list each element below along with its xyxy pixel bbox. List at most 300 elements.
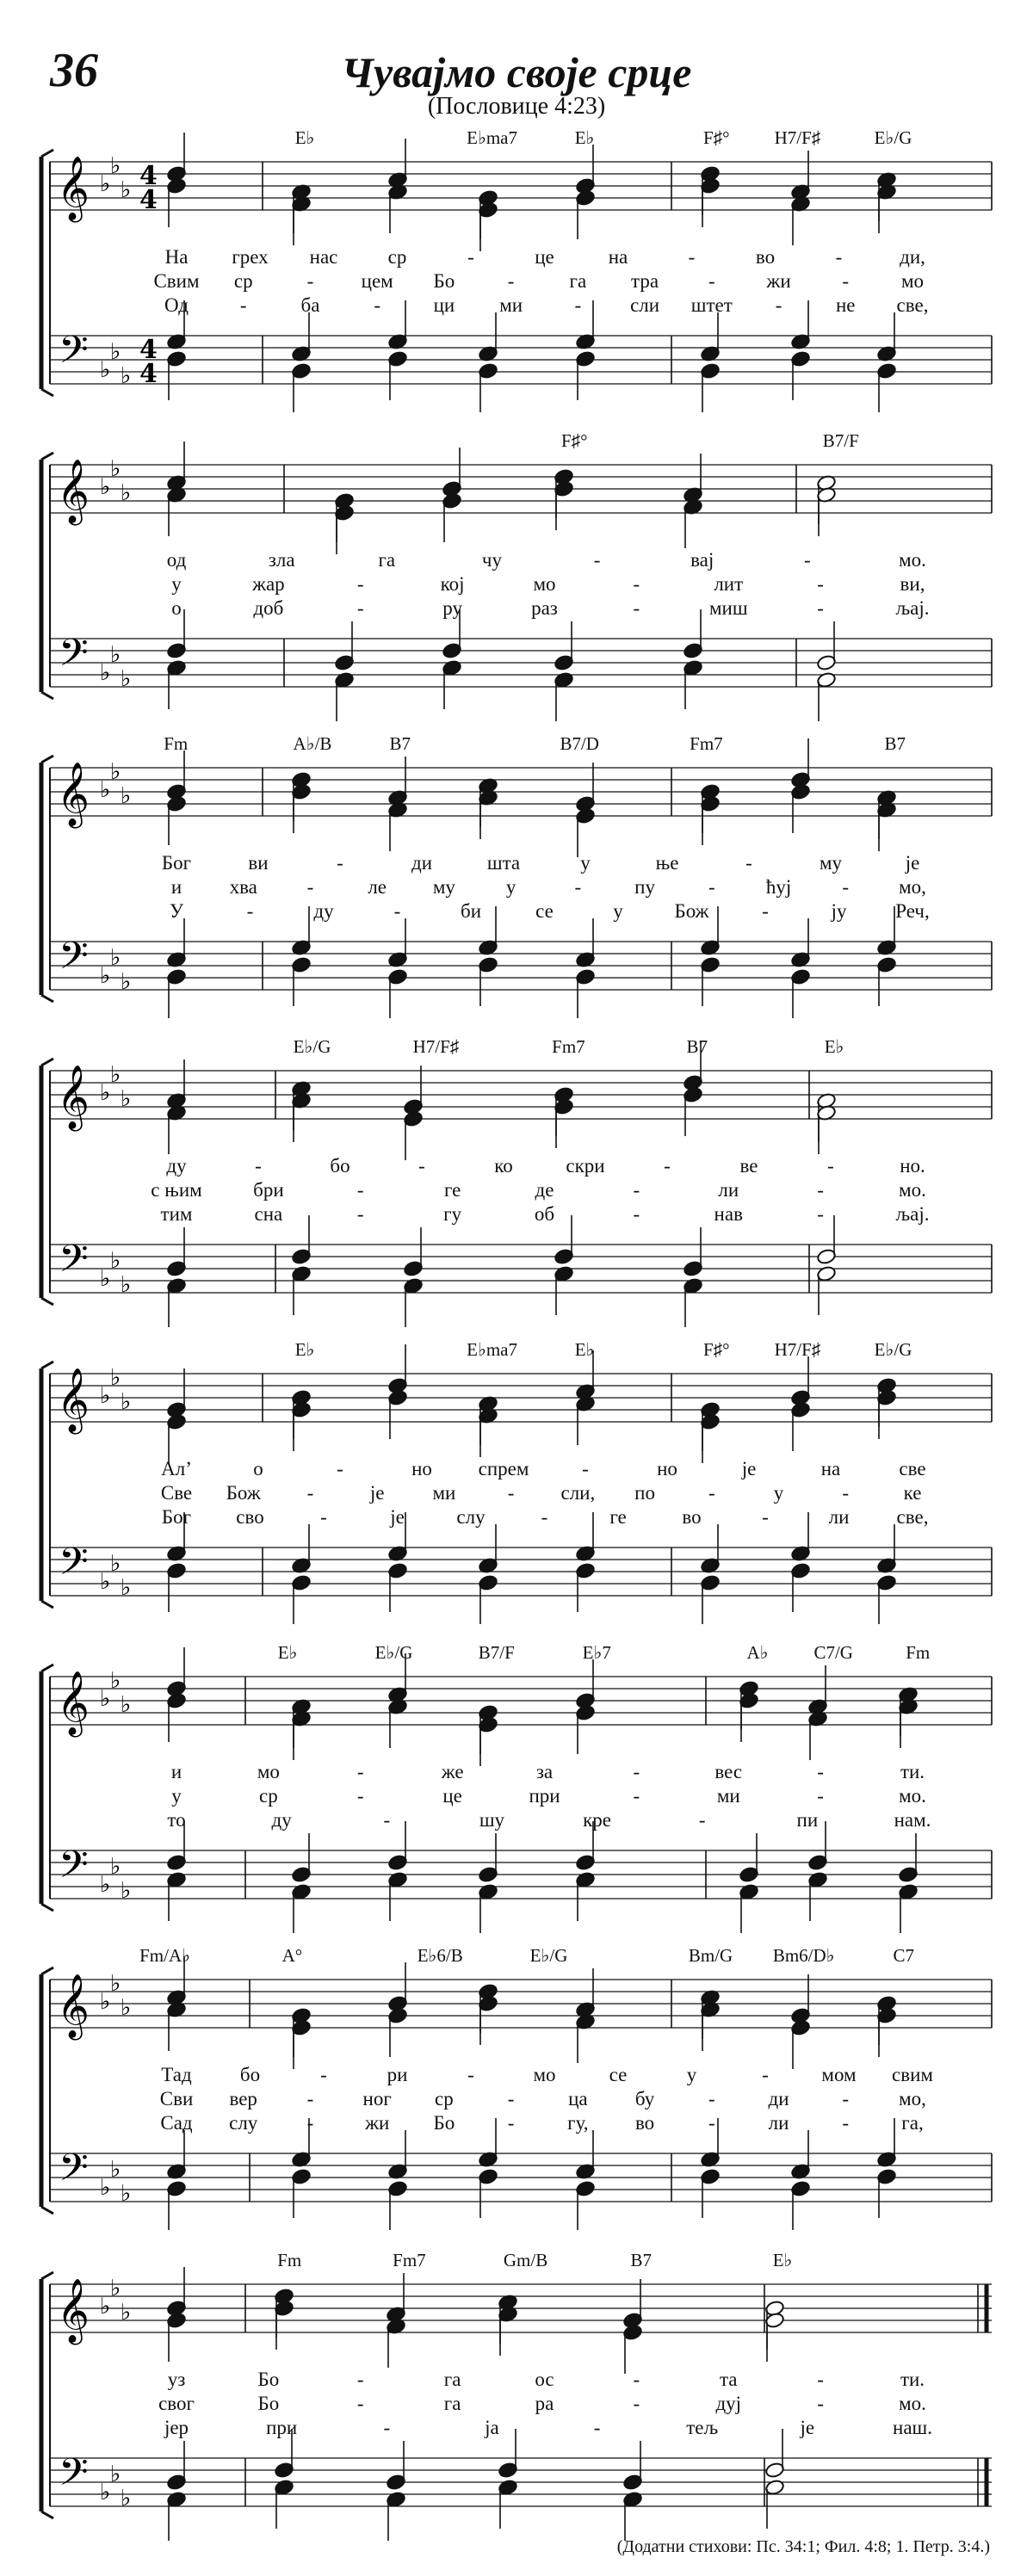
lyric-verse-3: ли <box>768 2112 789 2134</box>
lyric-verse-1: - <box>255 1155 262 1177</box>
lyric-verse-3: Бог <box>161 1506 192 1528</box>
system-bracket <box>41 1968 53 1974</box>
lyric-verse-2: - <box>306 2088 314 2110</box>
lyric-verse-3: се <box>535 900 554 922</box>
lyric-verse-1: ди, <box>900 246 925 268</box>
lyric-verse-3: Од <box>164 294 189 316</box>
chord-symbol: Bm6/D♭ <box>772 1945 835 1966</box>
chord-symbol: B7/D <box>560 733 599 754</box>
lyric-verse-1: скри <box>566 1155 605 1177</box>
bass-clef-icon: 𝄢 <box>59 1842 89 1896</box>
lyric-verse-2: ке <box>903 1482 922 1504</box>
lyric-verse-3: - <box>633 1203 640 1225</box>
lyric-verse-3: то <box>167 1809 186 1831</box>
lyric-verse-2: - <box>507 1482 515 1504</box>
chord-symbol: A♭ <box>746 1642 769 1663</box>
lyric-verse-2: Бож <box>226 1482 261 1504</box>
lyric-verse-2: - <box>708 2088 715 2110</box>
chord-symbol: Gm/B <box>503 2250 548 2270</box>
lyric-verse-1: - <box>804 549 811 571</box>
chord-symbol: Fm/A♭ <box>139 1945 191 1966</box>
lyric-verse-3: при <box>266 2417 298 2438</box>
flat-icon: ♭ <box>121 783 132 809</box>
flat-icon: ♭ <box>100 357 111 383</box>
bass-clef-icon: 𝄢 <box>59 630 89 684</box>
lyric-verse-2: ср <box>435 2088 454 2110</box>
lyric-verse-3: доб <box>253 597 284 619</box>
lyric-verse-3: об <box>534 1203 555 1225</box>
system-bracket <box>41 389 53 396</box>
lyric-verse-3: - <box>507 2112 515 2134</box>
treble-clef-icon: 𝄞 <box>57 763 90 826</box>
lyric-verse-3: гу, <box>567 2112 589 2134</box>
system-bracket <box>41 1298 53 1305</box>
lyric-verse-2: Сви <box>159 2088 194 2110</box>
lyric-verse-1: ду <box>166 1155 187 1177</box>
chord-symbol: B7 <box>630 2250 653 2270</box>
flat-icon: ♭ <box>121 969 132 995</box>
chord-symbol: E♭/G <box>874 1339 912 1360</box>
flat-icon: ♭ <box>121 480 132 506</box>
lyric-verse-2: је <box>369 1482 385 1504</box>
chord-symbol: H7/F♯ <box>774 1339 821 1360</box>
flat-icon: ♭ <box>100 660 111 686</box>
lyric-verse-1: - <box>320 2064 327 2085</box>
system-bracket <box>41 453 53 460</box>
system-bracket <box>41 1601 53 1608</box>
lyric-verse-3: - <box>239 294 247 316</box>
lyric-verse-3: ге <box>609 1506 627 1528</box>
lyric-verse-2: мо, <box>899 2088 926 2110</box>
lyric-verse-1: - <box>817 2369 824 2390</box>
chord-symbol: B7/F <box>478 1642 515 1663</box>
lyric-verse-3: - <box>775 294 782 316</box>
lyric-verse-3: сна <box>254 1203 283 1225</box>
system-bracket <box>41 995 53 1002</box>
lyric-verse-2: - <box>507 270 515 292</box>
flat-icon: ♭ <box>110 1971 121 1997</box>
chord-symbol: Fm <box>906 1642 931 1663</box>
lyric-verse-3: - <box>633 597 640 619</box>
lyric-verse-2: сли, <box>560 1482 596 1504</box>
lyric-verse-1: на <box>608 246 628 268</box>
treble-clef-icon: 𝄞 <box>57 2279 90 2343</box>
chord-symbol: H7/F♯ <box>412 1036 460 1057</box>
flat-icon: ♭ <box>100 1989 111 2015</box>
lyric-verse-2: ми <box>432 1482 456 1504</box>
system-bracket <box>41 692 53 699</box>
chord-symbol: B7/F <box>822 430 859 451</box>
lyric-verse-1: грех <box>232 246 269 268</box>
lyric-verse-3: шу <box>479 1809 505 1831</box>
lyric-verse-2: тра <box>631 270 659 292</box>
lyric-verse-1: - <box>418 1155 425 1177</box>
lyric-verse-3: - <box>708 2112 715 2134</box>
lyric-verse-1: шта <box>486 852 521 874</box>
lyric-verse-1: ти. <box>900 1761 925 1782</box>
lyric-verse-1: - <box>356 2369 364 2390</box>
lyric-verse-2: лит <box>714 573 744 595</box>
lyric-verse-3: - <box>762 1506 769 1528</box>
lyric-verse-2: - <box>356 1179 364 1201</box>
lyric-verse-3: - <box>842 2112 850 2134</box>
lyric-verse-2: - <box>817 573 824 595</box>
lyric-verse-1: - <box>762 2064 769 2085</box>
lyric-verse-1: ње <box>655 852 679 874</box>
chord-symbol: Fm7 <box>690 733 723 754</box>
chord-symbol: F♯° <box>702 1339 730 1360</box>
lyric-verse-1: - <box>835 246 843 268</box>
lyric-verse-2: - <box>817 2393 824 2414</box>
chord-symbol: H7/F♯ <box>774 127 821 148</box>
treble-clef-icon: 𝄞 <box>57 1974 90 2038</box>
lyric-verse-3: - <box>817 597 824 619</box>
chord-symbol: E♭ <box>824 1036 844 1057</box>
lyric-verse-2: у <box>505 876 516 898</box>
flat-icon: ♭ <box>110 642 121 668</box>
lyric-verse-3: - <box>374 294 381 316</box>
lyric-verse-1: це <box>535 246 554 268</box>
lyric-verse-1: за <box>535 1761 554 1782</box>
flat-icon: ♭ <box>100 2480 111 2505</box>
lyric-verse-2: мо. <box>899 2393 926 2414</box>
lyric-verse-2: дуј <box>715 2393 742 2414</box>
lyric-verse-2: ср <box>233 270 253 292</box>
chord-symbol: E♭ma7 <box>467 1339 518 1360</box>
flat-icon: ♭ <box>121 363 132 389</box>
chord-symbol: Bm/G <box>688 1945 733 1966</box>
lyric-verse-2: свог <box>158 2393 195 2414</box>
treble-clef-icon: 𝄞 <box>57 1368 90 1432</box>
lyric-verse-3: - <box>383 2417 391 2438</box>
lyric-verse-1: му <box>819 852 843 874</box>
lyric-verse-1: - <box>817 1761 824 1782</box>
lyric-verse-1: - <box>745 852 752 874</box>
lyric-verse-3: гу <box>443 1203 462 1225</box>
lyric-verse-1: Бог <box>161 852 192 874</box>
flat-icon: ♭ <box>110 1551 121 1577</box>
flat-icon: ♭ <box>110 2157 121 2183</box>
flat-icon: ♭ <box>100 1266 111 1292</box>
lyric-verse-3: - <box>541 1506 548 1528</box>
lyric-verse-2: - <box>817 1785 824 1807</box>
chord-symbol: A♭/B <box>293 733 332 754</box>
flat-icon: ♭ <box>121 1272 132 1298</box>
lyric-verse-1: га <box>443 2369 461 2390</box>
lyric-verse-2: Бо <box>433 270 455 292</box>
lyric-verse-1: - <box>582 1458 589 1480</box>
lyric-verse-3: пи <box>796 1809 819 1831</box>
lyric-verse-2: га <box>569 270 587 292</box>
lyric-verse-2: у <box>773 1482 784 1504</box>
flat-icon: ♭ <box>100 1686 111 1712</box>
lyric-verse-2: - <box>574 876 582 898</box>
chord-symbol: F♯° <box>560 430 588 451</box>
chord-symbol: E♭ <box>277 1642 298 1663</box>
flat-icon: ♭ <box>121 1995 132 2021</box>
lyric-verse-2: ца <box>568 2088 588 2110</box>
lyric-verse-1: свим <box>892 2064 933 2085</box>
treble-clef-icon: 𝄞 <box>57 460 90 523</box>
lyric-verse-1: ти. <box>900 2369 925 2390</box>
lyric-verse-1: о <box>253 1458 263 1480</box>
lyric-verse-2: кој <box>440 573 465 595</box>
flat-icon: ♭ <box>121 2181 132 2207</box>
chord-symbol: F♯° <box>702 127 730 148</box>
chord-symbol: E♭ <box>574 127 595 148</box>
lyric-verse-3: у <box>613 900 623 922</box>
lyric-verse-1: - <box>664 1155 671 1177</box>
lyric-verse-1: На <box>164 246 189 268</box>
lyric-verse-2: - <box>633 1785 640 1807</box>
lyric-verse-2: с њим <box>151 1179 202 1201</box>
lyric-verse-3: Бо <box>433 2112 455 2134</box>
flat-icon: ♭ <box>110 945 121 971</box>
flat-icon: ♭ <box>100 1080 111 1106</box>
chord-symbol: B7 <box>884 733 906 754</box>
lyric-verse-3: јер <box>164 2417 189 2438</box>
lyric-verse-2: - <box>633 2393 640 2414</box>
system-bracket <box>41 2207 53 2214</box>
lyric-verse-3: во <box>634 2112 655 2134</box>
lyric-verse-1: у <box>580 852 591 874</box>
lyric-verse-2: бри <box>253 1179 284 1201</box>
lyric-verse-1: Ал’ <box>161 1458 192 1480</box>
system-bracket <box>41 150 53 157</box>
flat-icon: ♭ <box>100 963 111 989</box>
lyric-verse-2: - <box>708 270 715 292</box>
lyric-verse-1: - <box>633 1761 640 1782</box>
flat-icon: ♭ <box>100 171 111 197</box>
flat-icon: ♭ <box>100 474 111 500</box>
lyric-verse-1: ве <box>739 1155 758 1177</box>
lyric-verse-1: бо <box>239 2064 261 2085</box>
system-bracket <box>41 2272 53 2279</box>
lyric-verse-2: Свим <box>153 270 200 292</box>
flat-icon: ♭ <box>110 759 121 785</box>
system-bracket <box>41 2511 53 2518</box>
lyric-verse-3: о <box>171 597 182 619</box>
lyric-verse-2: - <box>507 2088 515 2110</box>
chord-symbol: A° <box>281 1945 303 1966</box>
lyric-verse-2: ли <box>718 1179 739 1201</box>
lyric-verse-2: ди <box>768 2088 789 2110</box>
lyric-verse-2: Све <box>160 1482 193 1504</box>
lyric-verse-3: љај. <box>895 1203 930 1225</box>
flat-icon: ♭ <box>110 1854 121 1880</box>
lyric-verse-2: це <box>442 1785 462 1807</box>
bass-clef-icon: 𝄢 <box>59 933 89 987</box>
lyric-verse-2: де <box>535 1179 554 1201</box>
lyric-verse-2: - <box>306 1482 314 1504</box>
lyric-verse-3: тељ <box>686 2417 719 2438</box>
chord-symbol: E♭/G <box>529 1945 568 1966</box>
lyric-verse-3: је <box>800 2417 815 2438</box>
lyric-verse-1: бо <box>330 1155 350 1177</box>
chord-symbol: E♭/G <box>874 127 912 148</box>
flat-icon: ♭ <box>121 177 132 203</box>
lyric-verse-3: љај. <box>895 597 930 619</box>
flat-icon: ♭ <box>110 1062 121 1088</box>
lyric-verse-3: је <box>390 1506 405 1528</box>
lyric-verse-3: - <box>356 597 364 619</box>
lyric-verse-3: сли <box>630 294 660 316</box>
lyric-verse-3: Бож <box>674 900 709 922</box>
lyric-verse-1: нас <box>309 246 338 268</box>
flat-icon: ♭ <box>100 1872 111 1898</box>
bass-clef-icon: 𝄢 <box>59 327 89 381</box>
system-bracket <box>41 1059 53 1066</box>
lyric-verse-1: но <box>657 1458 677 1480</box>
lyric-verse-1: и <box>170 1761 182 1782</box>
flat-icon: ♭ <box>121 1692 132 1718</box>
lyric-verse-1: од <box>166 549 187 571</box>
lyric-verse-1: мо <box>257 1761 280 1782</box>
lyric-verse-3: ју <box>831 900 847 922</box>
lyric-verse-2: - <box>306 876 314 898</box>
lyric-verse-1: - <box>827 1155 834 1177</box>
flat-icon: ♭ <box>110 1248 121 1274</box>
chord-symbol: E♭ <box>574 1339 595 1360</box>
lyric-verse-1: мом <box>821 2064 857 2085</box>
flat-icon: ♭ <box>121 1878 132 1904</box>
lyric-verse-2: ми <box>716 1785 740 1807</box>
lyric-verse-3: кре <box>583 1809 612 1831</box>
lyric-verse-3: нав <box>714 1203 743 1225</box>
lyric-verse-1: вес <box>714 1761 743 1782</box>
lyric-verse-3: ми <box>499 294 523 316</box>
lyric-verse-2: ср <box>259 1785 278 1807</box>
lyric-verse-3: тим <box>160 1203 193 1225</box>
lyric-verse-1: је <box>741 1458 757 1480</box>
lyric-verse-1: у <box>686 2064 697 2085</box>
scripture-reference: (Пословице 4:23) <box>427 93 606 120</box>
lyric-verse-1: та <box>719 2369 738 2390</box>
lyric-verse-3: слу <box>456 1506 486 1528</box>
lyric-verse-3: нам. <box>894 1809 931 1831</box>
treble-clef-icon: 𝄞 <box>57 1671 90 1735</box>
lyric-verse-2: - <box>842 270 850 292</box>
system-bracket <box>41 1665 53 1671</box>
lyric-verse-1: Тад <box>161 2064 192 2085</box>
lyric-verse-3: - <box>246 900 254 922</box>
lyric-verse-1: - <box>337 852 343 874</box>
lyric-verse-3: све, <box>896 294 929 316</box>
lyric-verse-1: - <box>688 246 696 268</box>
lyric-verse-1: га <box>378 549 396 571</box>
lyric-verse-2: - <box>842 1482 850 1504</box>
lyric-verse-2: у <box>171 1785 182 1807</box>
lyric-verse-3: во <box>682 1506 702 1528</box>
lyric-verse-3: - <box>817 1203 824 1225</box>
lyric-verse-1: ди <box>411 852 433 874</box>
lyric-verse-1: но. <box>900 1155 925 1177</box>
flat-icon: ♭ <box>121 2486 132 2511</box>
lyric-verse-1: ос <box>535 2369 554 2390</box>
lyric-verse-1: - <box>633 2369 640 2390</box>
lyric-verse-1: - <box>356 1761 364 1782</box>
treble-clef-icon: 𝄞 <box>57 157 90 220</box>
lyric-verse-3: - <box>574 294 582 316</box>
lyric-verse-2: - <box>356 573 364 595</box>
lyric-verse-2: при <box>529 1785 560 1807</box>
lyric-verse-3: ду <box>313 900 334 922</box>
lyric-verse-3: не <box>836 294 856 316</box>
flat-icon: ♭ <box>110 1668 121 1694</box>
hymn-number: 36 <box>50 44 98 97</box>
lyric-verse-2: жар <box>252 573 285 595</box>
lyric-verse-2: ћуј <box>765 876 792 898</box>
lyric-verse-1: уз <box>167 2369 186 2390</box>
lyric-verse-2: ви, <box>900 573 925 595</box>
lyric-verse-2: - <box>633 1179 640 1201</box>
lyric-verse-3: ја <box>485 2417 499 2438</box>
chord-symbol: B7 <box>389 733 411 754</box>
lyric-verse-2: - <box>356 1785 364 1807</box>
lyric-verse-3: штет <box>690 294 733 316</box>
lyric-verse-2: по <box>634 1482 655 1504</box>
lyric-verse-2: ног <box>362 2088 392 2110</box>
lyric-verse-2: - <box>817 1179 824 1201</box>
lyric-verse-1: мо. <box>899 549 926 571</box>
lyric-verse-3: - <box>306 2112 314 2134</box>
lyric-verse-1: мо <box>533 2064 556 2085</box>
lyric-verse-3: ли <box>828 1506 850 1528</box>
lyric-verse-1: во <box>755 246 776 268</box>
lyric-verse-3: - <box>698 1809 706 1831</box>
flat-icon: ♭ <box>110 1365 121 1391</box>
lyric-verse-2: - <box>842 2088 850 2110</box>
lyric-verse-2: жи <box>766 270 791 292</box>
lyric-verse-1: же <box>441 1761 464 1782</box>
lyric-verse-1: спрем <box>478 1458 529 1480</box>
lyric-verse-2: га <box>443 2393 461 2414</box>
flat-icon: ♭ <box>121 1389 132 1415</box>
chord-symbol: C7/G <box>813 1642 853 1663</box>
lyric-verse-2: ге <box>443 1179 461 1201</box>
flat-icon: ♭ <box>100 1383 111 1409</box>
lyric-verse-1: - <box>467 246 474 268</box>
flat-icon: ♭ <box>110 2462 121 2487</box>
flat-icon: ♭ <box>110 153 121 179</box>
lyric-verse-2: - <box>356 2393 364 2414</box>
lyric-verse-1: но <box>411 1458 432 1480</box>
lyric-verse-3: слу <box>229 2112 258 2134</box>
bass-clef-icon: 𝄢 <box>59 2449 89 2504</box>
flat-icon: ♭ <box>110 2276 121 2301</box>
chord-symbol: Fm <box>164 733 189 754</box>
lyric-verse-3: - <box>762 900 769 922</box>
lyric-verse-2: мо. <box>899 1785 926 1807</box>
time-signature-bottom: 4 <box>139 185 158 215</box>
chord-symbol: E♭ <box>772 2250 793 2270</box>
lyric-verse-2: мо. <box>899 1179 926 1201</box>
lyric-verse-2: ле <box>368 876 387 898</box>
lyric-verse-1: ср <box>387 246 407 268</box>
lyric-verse-2: - <box>842 876 850 898</box>
flat-icon: ♭ <box>121 1086 132 1112</box>
lyric-verse-2: ра <box>535 2393 554 2414</box>
lyric-verse-3: би <box>460 900 482 922</box>
chord-symbol: E♭6/B <box>417 1945 463 1966</box>
lyric-verse-2: пу <box>634 876 655 898</box>
lyric-verse-3: ци <box>433 294 455 316</box>
lyric-verse-1: ри <box>387 2064 408 2085</box>
chord-symbol: Fm7 <box>393 2250 426 2270</box>
lyric-verse-2: и <box>170 876 182 898</box>
lyric-verse-2: вер <box>229 2088 257 2110</box>
flat-icon: ♭ <box>121 666 132 692</box>
